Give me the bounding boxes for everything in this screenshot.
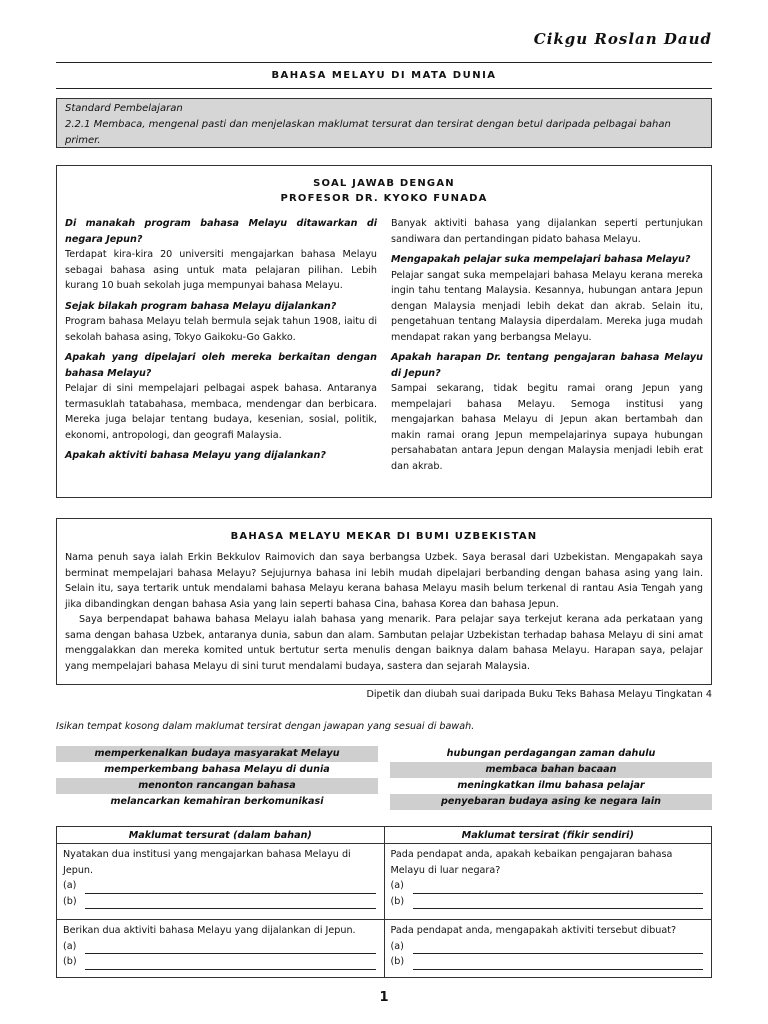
option-item: menonton rancangan bahasa bbox=[56, 778, 378, 794]
answer-blank[interactable] bbox=[413, 882, 704, 894]
question: Apakah aktiviti bahasa Melayu yang dijalankan? bbox=[65, 450, 326, 461]
uzbek-title: BAHASA MELAYU MEKAR DI BUMI UZBEKISTAN bbox=[230, 531, 538, 542]
answer-label: (b) bbox=[63, 895, 77, 907]
answer: Program bahasa Melayu telah bermula sejak tahun 1908, iaitu di sekolah bahasa asing, Tokyo Gaikoku-Go Gakko. bbox=[65, 316, 377, 343]
question: Apakah harapan Dr. tentang pengajaran bahasa Melayu di Jepun? bbox=[391, 352, 703, 379]
answer-label: (a) bbox=[63, 880, 77, 891]
uzbek-box bbox=[56, 518, 712, 685]
option-item: memperkembang bahasa Melayu di dunia bbox=[104, 764, 330, 775]
answer: Banyak aktiviti bahasa yang dijalankan seperti pertunjukan sandiwara dan pertandingan pidato bahasa Melayu. bbox=[391, 218, 703, 245]
answer-label: (a) bbox=[390, 880, 404, 891]
interview-title bbox=[57, 176, 711, 206]
interview-box bbox=[56, 165, 712, 498]
option-item: memperkenalkan budaya masyarakat Melayu bbox=[56, 746, 378, 762]
top-rule bbox=[56, 62, 712, 63]
answer: Sampai sekarang, tidak begitu ramai orang Jepun yang mempelajari bahasa Melayu. Semoga institusi yang mengajarkan bahasa Melayu di Jepun akan bertambah dan makin ramai orang Jepun mempelajarinya supaya hubungan persahabatan antara Jepun dengan Malaysia menjadi lebih erat dan akrab. bbox=[391, 383, 703, 472]
title-rule bbox=[56, 88, 712, 89]
author-name: Cikgu Roslan Daud bbox=[533, 30, 712, 48]
table-question: Pada pendapat anda, apakah kebaikan pengajaran bahasa Melayu di luar negara? bbox=[390, 849, 673, 876]
answer-blank[interactable] bbox=[85, 897, 376, 909]
answer-options bbox=[56, 746, 712, 810]
uzbek-paragraph-1: Nama penuh saya ialah Erkin Bekkulov Raimovich dan saya berbangsa Uzbek. Saya berasal dari Uzbekistan. Mengapakah saya berminat mempelajari bahasa Melayu? Sejujurnya bahasa ini lebih mudah dipelajari berbanding dengan bahasa asing yang lain. Selain itu, saya tertarik untuk mendalami bahasa Melayu kerana bahasa Melayu masih belum terkenal di rantau Asia Tengah yang jika dibandingkan dengan bahasa Asia yang lain seperti bahasa Cina, bahasa Korea dan bahasa Jepun. bbox=[65, 552, 703, 610]
answer-blank[interactable] bbox=[85, 958, 376, 970]
table-question: Nyatakan dua institusi yang mengajarkan bahasa Melayu di Jepun. bbox=[63, 849, 351, 876]
answer-blank[interactable] bbox=[85, 942, 376, 954]
uzbek-text bbox=[65, 550, 703, 674]
question: Mengapakah pelajar suka mempelajari bahasa Melayu? bbox=[391, 254, 691, 265]
question: Di manakah program bahasa Melayu ditawarkan di negara Jepun? bbox=[65, 218, 377, 245]
page-number: 1 bbox=[379, 990, 389, 1005]
standard-heading: Standard Pembelajaran bbox=[65, 103, 183, 114]
question: Sejak bilakah program bahasa Melayu dijalankan? bbox=[65, 300, 337, 312]
option-item: meningkatkan ilmu bahasa pelajar bbox=[457, 780, 645, 791]
answer: Terdapat kira-kira 20 universiti mengajarkan bahasa Melayu sebagai bahasa asing untuk mata pelajaran pilihan. Lebih kurang 10 buah sekolah juga mempunyai bahasa Melayu. bbox=[65, 249, 377, 291]
instruction-text: Isikan tempat kosong dalam maklumat tersirat dengan jawapan yang sesuai di bawah. bbox=[56, 721, 475, 732]
answer-label: (b) bbox=[390, 895, 405, 907]
table-question: Pada pendapat anda, mengapakah aktiviti tersebut dibuat? bbox=[390, 925, 677, 936]
table-cell bbox=[384, 920, 712, 978]
option-item: melancarkan kemahiran berkomunikasi bbox=[110, 796, 324, 807]
answer-label: (b) bbox=[63, 956, 77, 967]
interview-title-line2: PROFESOR DR. KYOKO FUNADA bbox=[280, 193, 488, 204]
answer-blank[interactable] bbox=[413, 897, 704, 909]
table-cell bbox=[57, 844, 385, 920]
answer-blank[interactable] bbox=[413, 942, 704, 954]
interview-title-line1: SOAL JAWAB DENGAN bbox=[313, 178, 455, 189]
answer-table bbox=[56, 826, 712, 978]
table-header-tersirat: Maklumat tersirat (fikir sendiri) bbox=[384, 827, 712, 844]
answer-label: (a) bbox=[390, 940, 404, 952]
page-title: BAHASA MELAYU DI MATA DUNIA bbox=[271, 70, 497, 81]
uzbek-paragraph-2: Saya berpendapat bahawa bahasa Melayu ialah bahasa yang menarik. Para pelajar saya terkejut kerana ada perkataan yang sama dengan bahasa Uzbek, antaranya dunia, sabun dan alam. Sambutan pelajar Uzbekistan terhadap bahasa Melayu di sini amat menggalakkan dan mereka komited untuk bertutur serta menulis dengan baiknya dalam bahasa Melayu. Harapan saya, pelajar yang mempelajari bahasa Melayu di sini turut mendalami budaya, sastera dan sejarah Malaysia. bbox=[65, 614, 703, 672]
standard-text: 2.2.1 Membaca, mengenal pasti dan menjelaskan maklumat tersurat dan tersirat dengan betul daripada pelbagai bahan primer. bbox=[65, 119, 671, 146]
option-item: membaca bahan bacaan bbox=[390, 762, 712, 778]
answer-label: (a) bbox=[63, 940, 77, 952]
question: Apakah yang dipelajari oleh mereka berkaitan dengan bahasa Melayu? bbox=[65, 352, 377, 379]
table-cell bbox=[57, 920, 385, 978]
table-question: Berikan dua aktiviti bahasa Melayu yang dijalankan di Jepun. bbox=[63, 925, 356, 936]
interview-right-column bbox=[391, 216, 703, 474]
standard-box bbox=[56, 98, 712, 148]
answer-blank[interactable] bbox=[85, 882, 376, 894]
source-note: Dipetik dan diubah suai daripada Buku Teks Bahasa Melayu Tingkatan 4 bbox=[366, 689, 712, 700]
table-cell bbox=[384, 844, 712, 920]
answer: Pelajar sangat suka mempelajari bahasa Melayu kerana mereka ingin tahu tentang Malaysia. Kesannya, hubungan antara Jepun dengan Malaysia menjadi lebih dekat dan akrab. Selain itu, pengetahuan tentang Malaysia diperdalam. Mereka juga mudah mendapat rakan yang berbangsa Melayu. bbox=[391, 269, 703, 343]
option-item: penyebaran budaya asing ke negara lain bbox=[390, 794, 712, 810]
interview-left-column bbox=[65, 216, 377, 474]
option-item: hubungan perdagangan zaman dahulu bbox=[446, 748, 656, 759]
answer-label: (b) bbox=[390, 956, 405, 967]
answer: Pelajar di sini mempelajari pelbagai aspek bahasa. Antaranya termasuklah tatabahasa, membaca, mendengar dan berbicara. Mereka juga belajar tentang budaya, kesenian, sosial, politik, ekonomi, antropologi, dan geografi Malaysia. bbox=[65, 383, 377, 441]
table-header-tersurat: Maklumat tersurat (dalam bahan) bbox=[57, 827, 385, 844]
answer-blank[interactable] bbox=[413, 958, 704, 970]
